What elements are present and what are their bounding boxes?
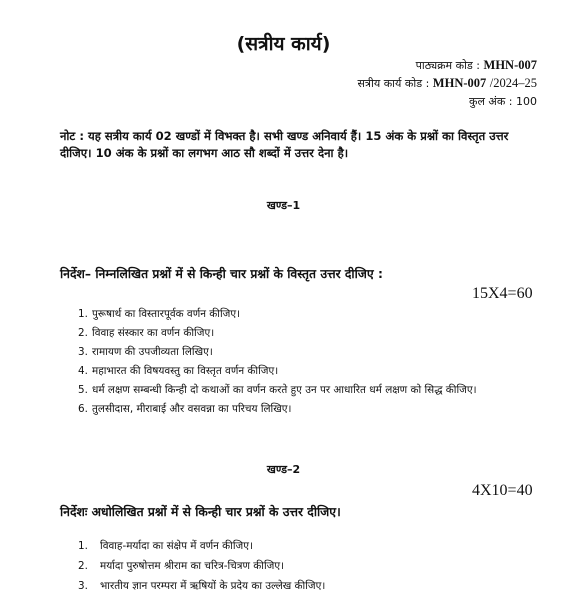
question-text: धर्म लक्षण सम्बन्धी किन्ही दो कथाओं का वर्णन करते हुए उन पर आधारित धर्म लक्षण को सिद्ध कीजिए। [92, 384, 477, 396]
question-number: 2. [78, 560, 88, 572]
assignment-code: MHN-007 [432, 76, 487, 90]
list-item [78, 324, 477, 343]
section-2-instruction: निर्देशः अधोलिखित प्रश्नों में से किन्ही चार प्रश्नों के उत्तर दीजिए। [60, 505, 341, 519]
list-item [78, 305, 477, 324]
course-code: MHN-007 [483, 58, 537, 72]
section-1-marks: 15X4=60 [472, 285, 533, 302]
course-code-line [416, 58, 537, 73]
question-text: विवाह-मर्यादा का संक्षेप में वर्णन कीजिए। [100, 540, 253, 552]
list-item [78, 536, 325, 556]
section-1-heading: खण्ड–1 [266, 199, 301, 212]
section-1-instruction: निर्देश– निम्नलिखित प्रश्नों में से किन्ही चार प्रश्नों के विस्तृत उत्तर दीजिए : [60, 267, 383, 281]
session: /2024–25 [489, 76, 537, 90]
assignment-code-label: सत्रीय कार्य कोड : [357, 77, 430, 90]
list-item [78, 400, 477, 419]
note-paragraph: नोट : यह सत्रीय कार्य 02 खण्डों में विभक्त है। सभी खण्ड अनिवार्य हैं। 15 अंक के प्रश्नों का विस्तृत उत्तर दीजिए। 10 अंक के प्रश्नों का लगभग आठ सौ शब्दों में उत्तर देना है। [60, 129, 509, 160]
question-number: 1. [78, 308, 88, 320]
question-number: 6. [78, 403, 88, 415]
list-item [78, 362, 477, 381]
page-title: (सत्रीय कार्य) [236, 33, 331, 55]
question-text: मर्यादा पुरुषोत्तम श्रीराम का चरित्र-चित्रण कीजिए। [100, 560, 285, 572]
question-number: 1. [78, 540, 88, 552]
list-item [78, 556, 325, 576]
list-item [78, 381, 477, 400]
total-marks: 100 [516, 95, 537, 108]
question-text: पुरूषार्थ का विस्तारपूर्वक वर्णन कीजिए। [92, 308, 241, 320]
question-number: 5. [78, 384, 88, 396]
list-item [78, 343, 477, 362]
question-text: रामायण की उपजीव्यता लिखिए। [92, 346, 213, 358]
section-1-question-list [78, 305, 477, 419]
question-text: विवाह संस्कार का वर्णन कीजिए। [92, 327, 215, 339]
question-text: महाभारत की विषयवस्तु का विस्तृत वर्णन कीजिए। [92, 365, 279, 377]
section-2-marks: 4X10=40 [472, 482, 533, 499]
section-2-heading: खण्ड–2 [266, 463, 301, 476]
total-marks-label: कुल अंक : [469, 95, 513, 108]
question-text: भारतीय ज्ञान परम्परा में ऋषियों के प्रदेय का उल्लेख कीजिए। [100, 580, 326, 592]
question-number: 3. [78, 580, 88, 592]
course-code-label: पाठ्यक्रम कोड : [415, 59, 481, 72]
list-item [78, 576, 325, 596]
question-number: 2. [78, 327, 88, 339]
section-2-question-list [78, 536, 325, 596]
question-number: 4. [78, 365, 88, 377]
question-text: तुलसीदास, मीराबाई और वसवन्ना का परिचय लिखिए। [92, 403, 292, 415]
total-marks-line [469, 94, 537, 109]
assignment-code-line [358, 76, 538, 91]
question-number: 3. [78, 346, 88, 358]
